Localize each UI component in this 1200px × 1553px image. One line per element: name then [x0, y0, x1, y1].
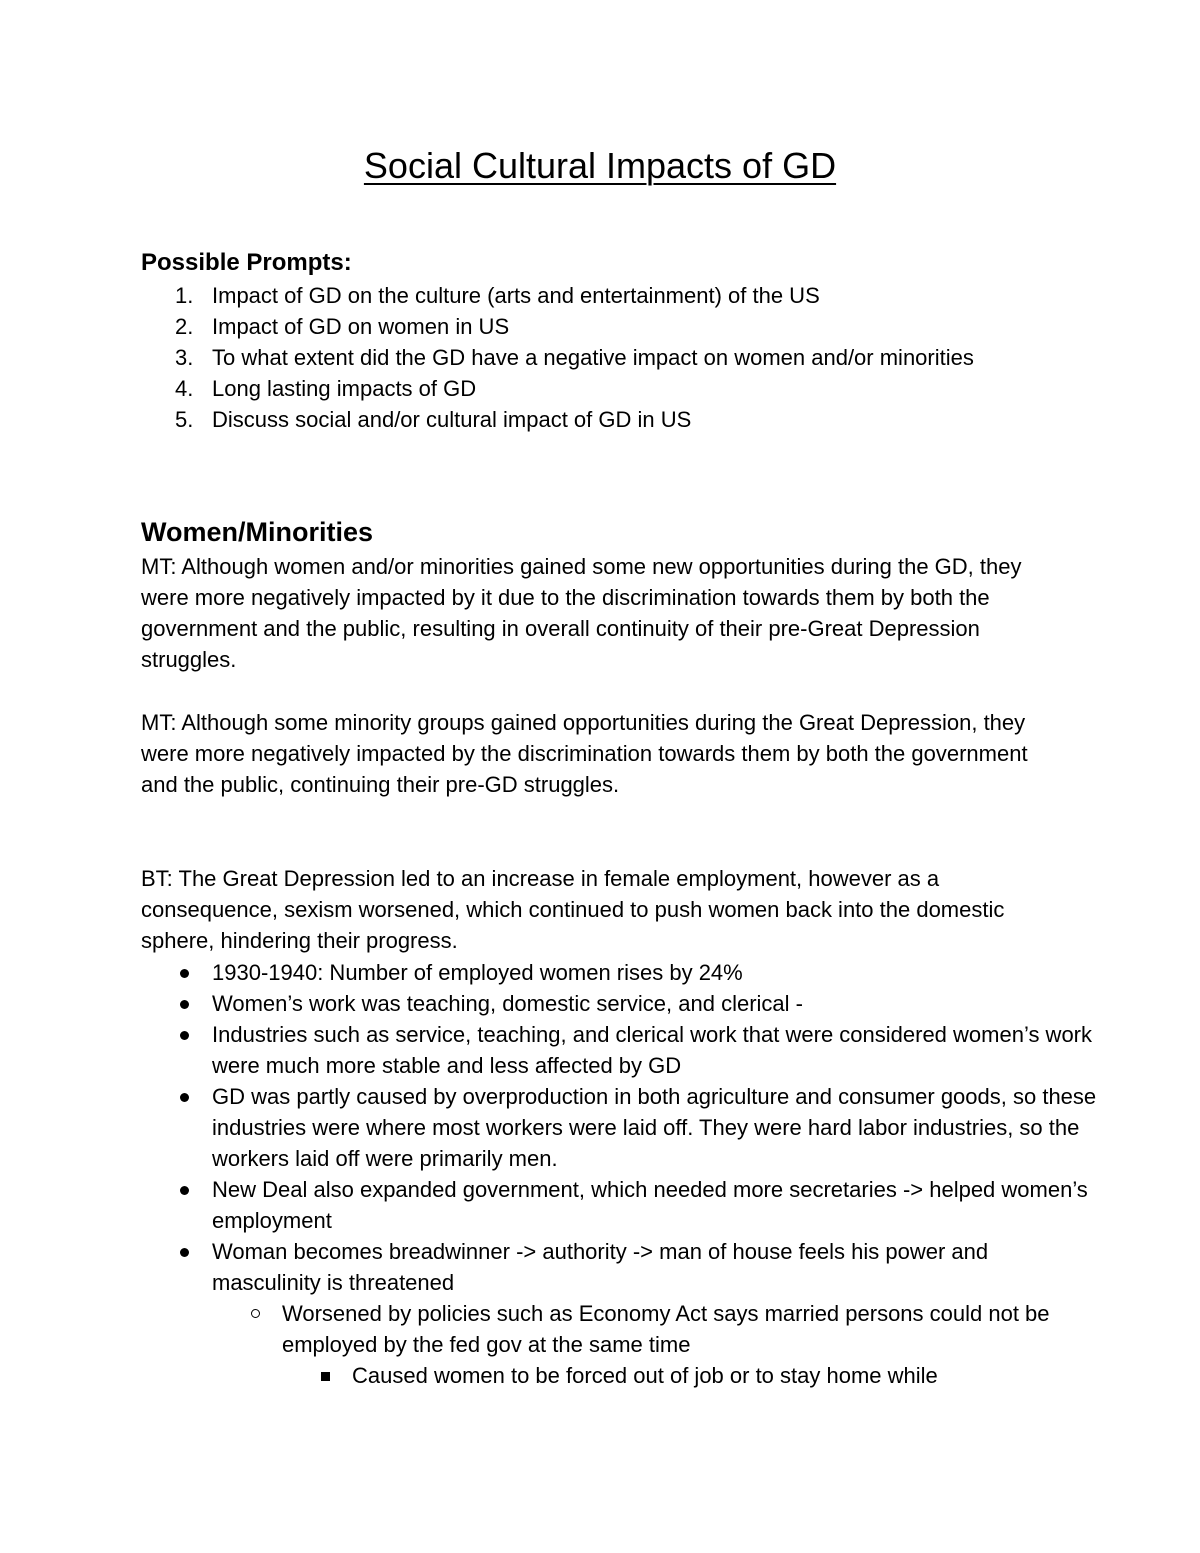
- section-heading: Women/Minorities: [141, 517, 374, 547]
- list-item: [141, 1174, 1101, 1236]
- bullet-icon: [180, 1248, 189, 1257]
- list-item: [141, 1081, 1101, 1174]
- bullet-list: [141, 957, 1101, 1391]
- page-title: Social Cultural Impacts of GD: [363, 145, 837, 186]
- list-item-text: Worsened by policies such as Economy Act says married persons could not be employed by the fed gov at the same time: [282, 1301, 1050, 1357]
- main-thesis-paragraph-alt: MT: Although some minority groups gained opportunities during the Great Depression, they were more negatively impacted by the discrimination towards them by both the government and the public, continuing their pre-GD struggles.: [141, 710, 1028, 797]
- list-item-text: 1930-1940: Number of employed women rises by 24%: [212, 960, 743, 985]
- bullet-icon: [180, 969, 189, 978]
- list-item-text: Impact of GD on women in US: [212, 314, 510, 339]
- sub-sub-list-item: [141, 1360, 1101, 1391]
- bullet-icon: [180, 1000, 189, 1009]
- sub-list-item: [141, 1298, 1101, 1360]
- list-item: [141, 342, 1101, 373]
- hollow-bullet-icon: [251, 1309, 260, 1318]
- list-number: 2.: [175, 314, 194, 339]
- list-item: [141, 404, 1101, 435]
- list-item: [141, 957, 1101, 988]
- list-item-text: Women’s work was teaching, domestic service, and clerical -: [212, 991, 803, 1016]
- prompts-list: [141, 280, 1101, 435]
- list-item: [141, 280, 1101, 311]
- prompts-heading: Possible Prompts:: [141, 249, 352, 276]
- bullet-icon: [180, 1186, 189, 1195]
- square-bullet-icon: [321, 1372, 330, 1381]
- list-item: [141, 988, 1101, 1019]
- list-item: [141, 373, 1101, 404]
- bullet-icon: [180, 1093, 189, 1102]
- body-thesis-paragraph: BT: The Great Depression led to an increase in female employment, however as a consequence, sexism worsened, which continued to push women back into the domestic sphere, hindering their progress.: [141, 866, 1005, 953]
- list-number: 4.: [175, 376, 194, 401]
- list-item-text: Caused women to be forced out of job or to stay home while: [352, 1363, 938, 1388]
- list-item-text: Woman becomes breadwinner -> authority -> man of house feels his power and masculinity is threatened: [212, 1239, 989, 1295]
- list-item-text: Industries such as service, teaching, and clerical work that were considered women’s work were much more stable and less affected by GD: [212, 1022, 1092, 1078]
- main-thesis-paragraph: MT: Although women and/or minorities gained some new opportunities during the GD, they were more negatively impacted by it due to the discrimination towards them by both the government and the public, resulting in overall continuity of their pre-Great Depression struggles.: [141, 554, 1022, 672]
- list-item-text: GD was partly caused by overproduction in both agriculture and consumer goods, so these industries were where most workers were laid off. They were hard labor industries, so the workers laid off were primarily men.: [212, 1084, 1097, 1171]
- list-item: [141, 1236, 1101, 1298]
- list-item: [141, 311, 1101, 342]
- list-item-text: Impact of GD on the culture (arts and entertainment) of the US: [212, 283, 820, 308]
- list-item-text: Long lasting impacts of GD: [212, 376, 477, 401]
- list-item-text: Discuss social and/or cultural impact of GD in US: [212, 407, 692, 432]
- list-number: 3.: [175, 345, 194, 370]
- list-item-text: To what extent did the GD have a negative impact on women and/or minorities: [212, 345, 974, 370]
- list-item-text: New Deal also expanded government, which needed more secretaries -> helped women’s employment: [212, 1177, 1088, 1233]
- bullet-icon: [180, 1031, 189, 1040]
- list-number: 1.: [175, 283, 194, 308]
- list-number: 5.: [175, 407, 194, 432]
- list-item: [141, 1019, 1101, 1081]
